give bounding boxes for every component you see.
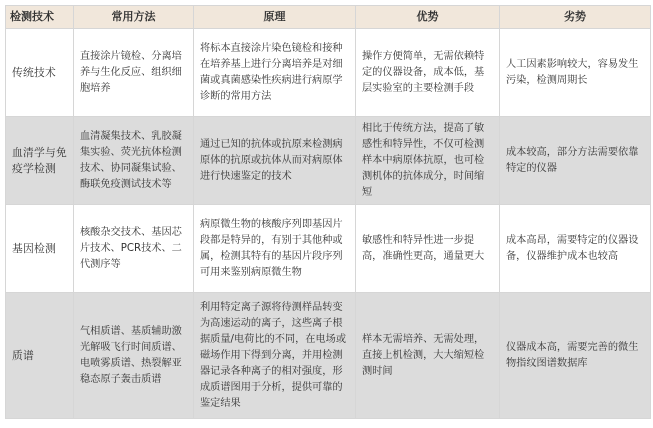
- methods-cell: 血清凝集技术、乳胶凝集实验、荧光抗体检测技术、协同凝集试验、酶联免疫测试技术等: [74, 117, 194, 205]
- header-technique: 检测技术: [6, 6, 74, 29]
- advantages-cell: 敏感性和特异性进一步提高，准确性更高，通量更大: [356, 205, 500, 293]
- table-row: [6, 205, 651, 293]
- detection-technology-table: [5, 5, 651, 419]
- principle-cell: 利用特定离子源将待测样品转变为高速运动的离子，这些离子根据质量/电荷比的不同，在电场或磁场作用下得到分离，并用检测器记录各种离子的相对强度，形成质谱图用于分析，提供可靠的鉴定结果: [194, 293, 356, 419]
- methods-cell: 直接涂片镜检、分离培养与生化反应、组织细胞培养: [74, 29, 194, 117]
- advantages-cell: 相比于传统方法，提高了敏感性和特异性，不仅可检测样本中病原体抗原，也可检测机体的抗体成分，时间缩短: [356, 117, 500, 205]
- technique-cell: 质谱: [6, 293, 74, 419]
- principle-cell: 病原微生物的核酸序列即基因片段都是特异的，有别于其他种或属，检测其特有的基因片段序列可用来鉴别病原微生物: [194, 205, 356, 293]
- table-row: [6, 293, 651, 419]
- header-principle: 原理: [194, 6, 356, 29]
- disadvantages-cell: 人工因素影响较大，容易发生污染，检测周期长: [500, 29, 651, 117]
- table-row: [6, 117, 651, 205]
- principle-cell: 将标本直接涂片染色镜检和接种在培养基上进行分离培养是对细菌或真菌感染性疾病进行病原学诊断的常用方法: [194, 29, 356, 117]
- header-disadvantages: 劣势: [500, 6, 651, 29]
- disadvantages-cell: 成本较高，部分方法需要依靠特定的仪器: [500, 117, 651, 205]
- table-header-row: [6, 6, 651, 29]
- technique-cell: 血清学与免疫学检测: [6, 117, 74, 205]
- principle-cell: 通过已知的抗体或抗原来检测病原体的抗原或抗体从而对病原体进行快速鉴定的技术: [194, 117, 356, 205]
- header-methods: 常用方法: [74, 6, 194, 29]
- disadvantages-cell: 仪器成本高，需要完善的微生物指纹图谱数据库: [500, 293, 651, 419]
- methods-cell: 气相质谱、基质辅助激光解吸飞行时间质谱、电喷雾质谱、热裂解亚稳态原子轰击质谱: [74, 293, 194, 419]
- header-advantages: 优势: [356, 6, 500, 29]
- advantages-cell: 样本无需培养、无需处理，直接上机检测，大大缩短检测时间: [356, 293, 500, 419]
- technique-cell: 传统技术: [6, 29, 74, 117]
- comparison-table-container: [5, 5, 650, 419]
- methods-cell: 核酸杂交技术、基因芯片技术、PCR技术、二代测序等: [74, 205, 194, 293]
- advantages-cell: 操作方便简单，无需依赖特定的仪器设备，成本低，基层实验室的主要检测手段: [356, 29, 500, 117]
- technique-cell: 基因检测: [6, 205, 74, 293]
- table-row: [6, 29, 651, 117]
- disadvantages-cell: 成本高昂，需要特定的仪器设备，仪器维护成本也较高: [500, 205, 651, 293]
